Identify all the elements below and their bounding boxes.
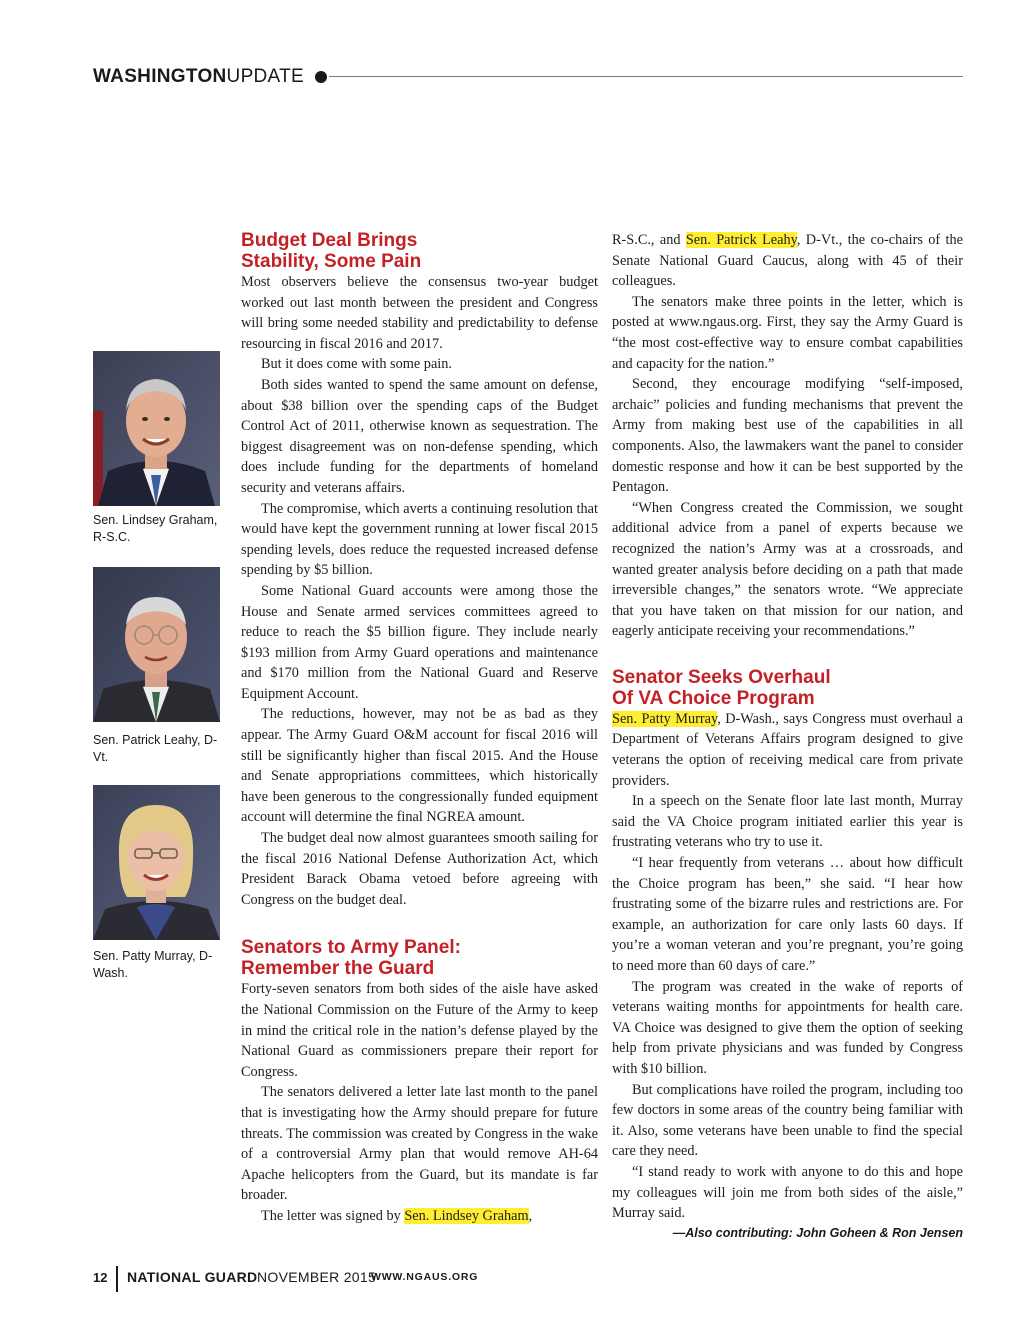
- article-column-left: [241, 230, 598, 1227]
- caption-murray: Sen. Patty Murray, D-Wash.: [93, 949, 213, 980]
- text-run: The letter was signed by: [261, 1207, 405, 1224]
- paragraph: The budget deal now almost guarantees smooth sailing for the fiscal 2016 National Defense Authorization Act, which President Barack Obama vetoed before agreeing with Congress on the budget deal.: [241, 830, 598, 908]
- paragraph: The senators delivered a letter late last month to the panel that is investigating how the Army should prepare for future threats. The commission was created by Congress in the wake of a controversial Army plan that would remove AH-64 Apache helicopters from the Guard, but its mandate is far broader.: [241, 1084, 598, 1204]
- highlight-leahy: Sen. Patrick Leahy: [685, 232, 797, 248]
- paragraph: “When Congress created the Commission, we sought additional advice from a panel of experts because we recognized the nation’s Army was at a crossroads, and wanted greater analysis before deciding on a path that made irreversible changes,” the senators wrote. “We appreciate that you have taken on that mission for our nation, and eagerly anticipate receiving your recommendations.”: [612, 499, 963, 640]
- header-bullet: [315, 71, 327, 83]
- paragraph: [241, 1206, 598, 1227]
- caption-leahy: Sen. Patrick Leahy, D-Vt.: [93, 733, 218, 764]
- paragraph: Most observers believe the consensus two-year budget worked out last month between the president and Congress will bring some needed stability and predictability to defense resourcing in fiscal 2016 and 2017.: [241, 274, 598, 352]
- paragraph: “I hear frequently from veterans … about how difficult the Choice program has been,” she said. “I hear how frustrating some of the bizarre rules and restrictions are. For example, an authorization for care only lasts 60 days. If you’re a woman veteran and you’re pregnant, you’re going to need more than 60 days of care.”: [612, 855, 963, 974]
- photo-patty-murray: [93, 785, 220, 940]
- paragraph: In a speech on the Senate floor late last month, Murray said the VA Choice program initiated earlier this year is frustrating veterans who try to use it.: [612, 793, 963, 851]
- issue-date: NOVEMBER 2015: [257, 1269, 377, 1285]
- portrait-graham: [93, 351, 220, 506]
- headline-line: Stability, Some Pain: [241, 251, 422, 272]
- section-title-regular: UPDATE: [226, 66, 305, 87]
- website-url: WWW.NGAUS.ORG: [371, 1271, 479, 1283]
- caption-graham: Sen. Lindsey Graham, R-S.C.: [93, 513, 218, 544]
- page-number: 12: [93, 1270, 108, 1285]
- paragraph: But it does come with some pain.: [261, 356, 452, 373]
- paragraph: Some National Guard accounts were among those the House and Senate armed services committees agreed to reduce to reach the $5 billion figure. They include nearly $193 million from Army Guard operations and maintenance and $170 million from the National Guard and Reserve Equipment Account.: [241, 582, 598, 702]
- article-column-right: [612, 230, 963, 1240]
- section-title-bold: WASHINGTON: [93, 66, 227, 87]
- paragraph: [612, 709, 963, 791]
- text-run: , D-Wash., says Congress must overhaul a Department of Veterans Affairs program designed to give veterans the option of receiving medical care from private providers.: [612, 710, 963, 789]
- paragraph: But complications have roiled the program, including too few doctors in some areas of the country being familiar with it. Also, some veterans have been unable to find the special care they need.: [612, 1081, 963, 1160]
- paragraph: “I stand ready to work with anyone to do this and hope my colleagues will join me from both sides of the aisle,” Murray said.: [612, 1163, 963, 1222]
- publication-name: NATIONAL GUARD: [127, 1269, 258, 1285]
- highlight-murray: Sen. Patty Murray: [612, 710, 718, 727]
- paragraph: Second, they encourage modifying “self-imposed, archaic” policies and funding mechanisms that prevent the Army from making best use of the capabilities in all components. Also, the lawmakers want the panel to consider domestic response and how it can be best supported by the Pentagon.: [612, 376, 963, 496]
- paragraph: The senators make three points in the letter, which is posted at www.ngaus.org. First, they say the Army Guard is “the most cost-effective way to ensure combat capabilities and capacity for the nation.”: [612, 293, 963, 372]
- highlight-graham: Sen. Lindsey Graham: [404, 1207, 529, 1224]
- contributors-credit: —Also contributing: John Goheen & Ron Jensen: [672, 1225, 963, 1240]
- header-rule: [329, 76, 963, 77]
- section-header: [93, 66, 963, 92]
- text-run: , D-Vt., the co-chairs of the Senate National Guard Caucus, along with 45 of their colleagues.: [612, 232, 963, 290]
- headline-budget-deal: [241, 230, 598, 272]
- portrait-leahy: [93, 567, 220, 722]
- footer-divider: [116, 1266, 118, 1292]
- headline-line: Remember the Guard: [241, 958, 435, 980]
- text-run: ,: [528, 1207, 533, 1224]
- paragraph: The reductions, however, may not be as bad as they appear. The Army Guard O&M account for fiscal 2016 will still be significantly higher than fiscal 2015. And the House and Senate appropriations committees, which historically have been generous to the congressionally funded equipment account will determine the final NGREA amount.: [241, 706, 598, 826]
- headline-line: Senators to Army Panel:: [241, 937, 461, 959]
- text-run: R-S.C., and: [612, 232, 686, 248]
- photo-patrick-leahy: [93, 567, 220, 722]
- section-title: [93, 66, 304, 88]
- headline-line: Of VA Choice Program: [612, 687, 815, 709]
- article-budget-deal: [241, 230, 598, 910]
- headline-line: Budget Deal Brings: [241, 230, 418, 251]
- photo-lindsey-graham: [93, 351, 220, 506]
- paragraph-continued: [612, 230, 963, 292]
- paragraph: Both sides wanted to spend the same amount on defense, about $38 billion over the spending caps of the Budget Control Act of 2011, otherwise known as sequestration. The biggest disagreement was on non-defense spending, which does include funding for the departments of homeland security and veterans affairs.: [241, 376, 598, 496]
- headline-line: Senator Seeks Overhaul: [612, 666, 831, 688]
- paragraph: Forty-seven senators from both sides of the aisle have asked the National Commission on the Future of the Army to keep in mind the critical role in the nation’s defense played by the National Guard as commissioners prepare their report for Congress.: [241, 981, 598, 1080]
- headline-senators-army-panel: [241, 937, 598, 979]
- paragraph: The program was created in the wake of reports of veterans waiting months for appointments for health care. VA Choice was designed to give them the option of seeking help from private physicians and was funded by Congress with $10 billion.: [612, 978, 963, 1077]
- portrait-murray: [93, 785, 220, 940]
- article-va-choice: [612, 667, 963, 1240]
- article-senators-army-panel: [241, 937, 598, 1226]
- paragraph: The compromise, which averts a continuing resolution that would have kept the government running at lower fiscal 2015 spending levels, does reduce the requested increased defense spending by $5 billion.: [241, 500, 598, 579]
- headline-va-choice: [612, 667, 963, 709]
